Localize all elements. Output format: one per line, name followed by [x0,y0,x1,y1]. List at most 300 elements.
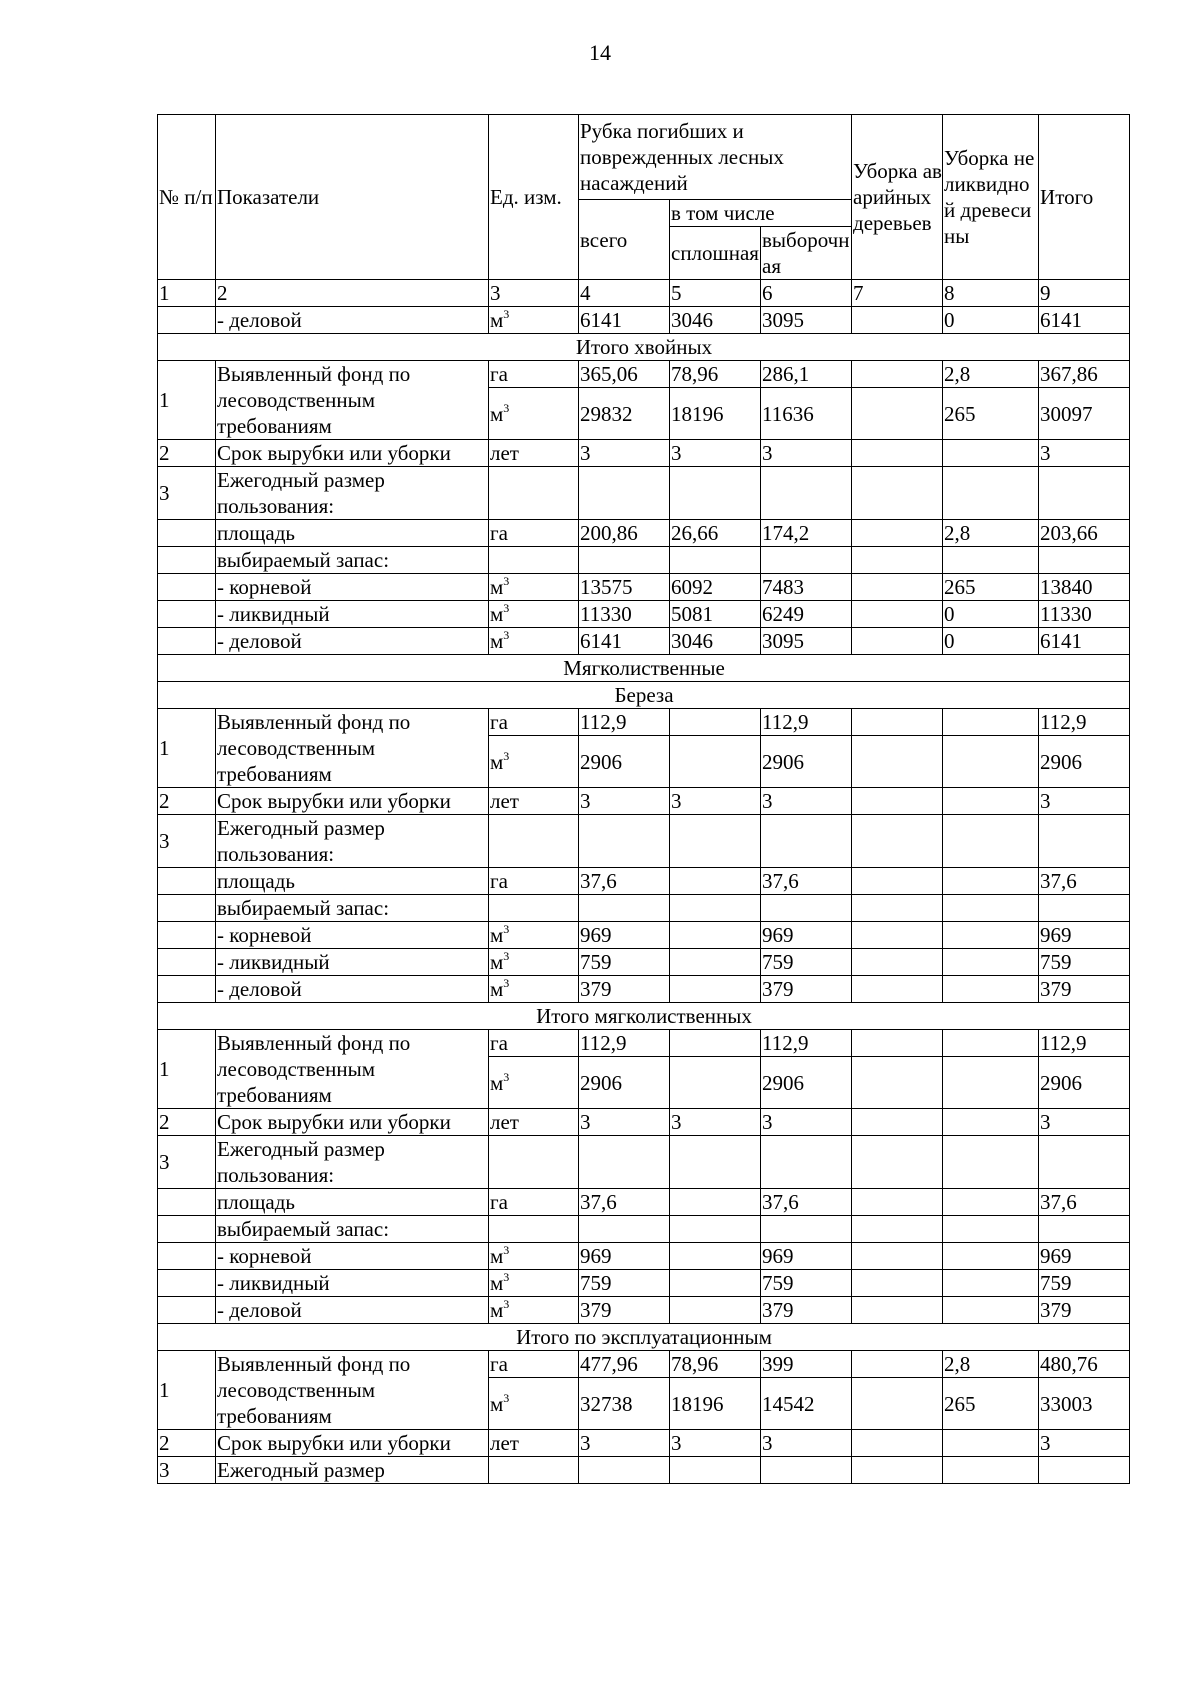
unit-cell: $м^3$ [489,1057,579,1109]
value-cell: 112,9 [579,1030,670,1057]
value-cell: 3046 [670,307,761,334]
unit-exponent: 3 [503,1069,510,1084]
table-row [158,1189,1130,1216]
value-cell [852,1216,943,1243]
value-cell: 3 [761,440,852,467]
value-cell [943,1457,1039,1484]
column-number: 8 [943,280,1039,307]
value-cell: 969 [1039,1243,1130,1270]
value-cell: 365,06 [579,361,670,388]
value-cell: 759 [579,949,670,976]
value-cell [852,547,943,574]
value-cell [670,1216,761,1243]
unit-cell: $м^3$ [489,949,579,976]
value-cell [670,1297,761,1324]
value-cell [852,307,943,334]
unit-cell: лет [489,788,579,815]
value-cell: 14542 [761,1378,852,1430]
value-cell: 379 [579,976,670,1003]
value-cell [943,1243,1039,1270]
row-number: 1 [158,361,216,440]
indicator-cell: Выявленный фонд по лесоводственным требованиям [216,1030,489,1109]
value-cell [761,1136,852,1189]
value-cell: 29832 [579,388,670,440]
value-cell [943,467,1039,520]
value-cell: 13575 [579,574,670,601]
row-number [158,1270,216,1297]
value-cell [852,1430,943,1457]
value-cell: 759 [761,949,852,976]
unit-exponent: 3 [503,1243,510,1257]
value-cell: 3 [1039,440,1130,467]
header-total: всего [579,200,670,280]
unit-cell: га [489,709,579,736]
section-title: Мягколиственные [158,655,1130,682]
table-row [158,949,1130,976]
unit-cell: $м^3$ [489,736,579,788]
value-cell [852,922,943,949]
value-cell: 112,9 [761,709,852,736]
forest-use-table [157,114,1130,1484]
value-cell: 379 [579,1297,670,1324]
row-number [158,520,216,547]
value-cell: 265 [943,388,1039,440]
value-cell: 265 [943,574,1039,601]
value-cell [670,868,761,895]
unit-cell [489,1457,579,1484]
indicator-cell: - деловой [216,976,489,1003]
value-cell: 969 [579,1243,670,1270]
table-row [158,1457,1130,1484]
unit-exponent: 3 [503,1270,510,1284]
row-number [158,574,216,601]
value-cell [943,1430,1039,1457]
value-cell [852,815,943,868]
indicator-cell: площадь [216,868,489,895]
value-cell: 759 [579,1270,670,1297]
value-cell: 6141 [579,307,670,334]
row-number [158,949,216,976]
unit-cell: га [489,1351,579,1378]
value-cell [852,976,943,1003]
row-number [158,1243,216,1270]
value-cell [943,1136,1039,1189]
value-cell: 3 [579,1109,670,1136]
indicator-cell: - ликвидный [216,1270,489,1297]
indicator-cell: - корневой [216,1243,489,1270]
value-cell [943,1189,1039,1216]
row-number [158,307,216,334]
value-cell [579,467,670,520]
value-cell: 0 [943,601,1039,628]
unit-exponent: 3 [503,574,510,588]
value-cell: 30097 [1039,388,1130,440]
unit-cell: $м^3$ [489,307,579,334]
unit-exponent: 3 [503,307,510,321]
value-cell: 3 [761,1109,852,1136]
row-number [158,868,216,895]
value-cell: 6141 [1039,628,1130,655]
indicator-cell: Ежегодный размер пользования: [216,1136,489,1189]
value-cell: 3 [579,788,670,815]
section-title-row [158,1324,1130,1351]
value-cell [761,467,852,520]
table-row [158,574,1130,601]
header-unit: Ед. изм. [489,115,579,280]
value-cell [1039,1216,1130,1243]
unit-exponent: 3 [503,400,510,415]
value-cell: 286,1 [761,361,852,388]
row-number: 2 [158,1109,216,1136]
table-row [158,976,1130,1003]
unit-cell: $м^3$ [489,601,579,628]
unit-cell: $м^3$ [489,1243,579,1270]
table-row [158,440,1130,467]
value-cell: 969 [579,922,670,949]
value-cell [670,949,761,976]
value-cell [852,520,943,547]
value-cell: 969 [761,922,852,949]
unit-cell [489,547,579,574]
row-number [158,1189,216,1216]
value-cell: 203,66 [1039,520,1130,547]
unit-cell: $м^3$ [489,1297,579,1324]
indicator-cell: Срок вырубки или уборки [216,788,489,815]
value-cell [852,1136,943,1189]
section-title: Итого хвойных [158,334,1130,361]
column-number: 9 [1039,280,1130,307]
value-cell: 3 [1039,788,1130,815]
value-cell: 399 [761,1351,852,1378]
section-title-row [158,334,1130,361]
value-cell [579,547,670,574]
value-cell [852,1457,943,1484]
row-number [158,628,216,655]
value-cell [579,815,670,868]
value-cell [943,547,1039,574]
unit-exponent: 3 [503,748,510,763]
table-row [158,601,1130,628]
row-number: 1 [158,709,216,788]
unit-exponent: 3 [503,1390,510,1405]
value-cell [579,895,670,922]
value-cell: 11330 [579,601,670,628]
row-number: 3 [158,467,216,520]
unit-exponent: 3 [503,922,510,936]
column-number: 5 [670,280,761,307]
value-cell [852,1243,943,1270]
value-cell: 0 [943,628,1039,655]
header-clear: сплошная [670,227,761,280]
unit-exponent: 3 [503,601,510,615]
value-cell [943,709,1039,736]
value-cell: 37,6 [761,868,852,895]
indicator-cell: - деловой [216,1297,489,1324]
column-number: 6 [761,280,852,307]
value-cell: 477,96 [579,1351,670,1378]
indicator-cell: Выявленный фонд по лесоводственным требованиям [216,361,489,440]
value-cell [761,1216,852,1243]
value-cell: 3 [670,788,761,815]
value-cell: 0 [943,307,1039,334]
value-cell [852,709,943,736]
header-illiquid: Уборка неликвидной древесины [943,115,1039,280]
indicator-cell: Ежегодный размер пользования: [216,815,489,868]
indicator-cell: - деловой [216,628,489,655]
row-number [158,976,216,1003]
column-number: 2 [216,280,489,307]
row-number [158,922,216,949]
value-cell: 3 [579,440,670,467]
value-cell: 6141 [579,628,670,655]
value-cell: 37,6 [579,1189,670,1216]
value-cell: 367,86 [1039,361,1130,388]
value-cell [1039,815,1130,868]
value-cell [670,1243,761,1270]
row-number: 3 [158,1457,216,1484]
value-cell [579,1216,670,1243]
value-cell [943,895,1039,922]
value-cell: 379 [761,1297,852,1324]
value-cell [579,1136,670,1189]
value-cell: 480,76 [1039,1351,1130,1378]
value-cell [852,1378,943,1430]
value-cell [852,736,943,788]
table-row [158,815,1130,868]
value-cell: 3 [761,788,852,815]
section-title-row [158,655,1130,682]
header-num: № п/п [158,115,216,280]
value-cell [670,815,761,868]
value-cell: 2906 [1039,736,1130,788]
value-cell: 2906 [579,1057,670,1109]
value-cell [852,1297,943,1324]
table-row [158,520,1130,547]
indicator-cell: Ежегодный размер пользования: [216,467,489,520]
value-cell: 6249 [761,601,852,628]
page-number: 14 [589,40,611,65]
indicator-cell: Выявленный фонд по лесоводственным требованиям [216,1351,489,1430]
value-cell [943,1216,1039,1243]
column-number-row [158,280,1130,307]
value-cell: 18196 [670,388,761,440]
header-indicator: Показатели [216,115,489,280]
value-cell: 37,6 [761,1189,852,1216]
value-cell: 3 [1039,1109,1130,1136]
row-number: 2 [158,440,216,467]
value-cell [943,1109,1039,1136]
value-cell: 2906 [761,736,852,788]
value-cell [670,709,761,736]
row-number: 1 [158,1351,216,1430]
indicator-cell: выбираемый запас: [216,1216,489,1243]
value-cell: 26,66 [670,520,761,547]
value-cell [670,1189,761,1216]
value-cell [852,1030,943,1057]
value-cell [852,388,943,440]
value-cell [761,895,852,922]
row-number: 2 [158,788,216,815]
section-title: Итого мягколиственных [158,1003,1130,1030]
column-number: 3 [489,280,579,307]
value-cell [670,895,761,922]
row-number: 3 [158,1136,216,1189]
unit-cell: га [489,1189,579,1216]
table-row [158,1243,1130,1270]
value-cell: 3 [579,1430,670,1457]
unit-cell: $м^3$ [489,388,579,440]
value-cell [852,1270,943,1297]
value-cell: 3 [670,440,761,467]
value-cell [1039,1457,1130,1484]
indicator-cell: выбираемый запас: [216,895,489,922]
unit-cell: $м^3$ [489,1270,579,1297]
table-row [158,1216,1130,1243]
value-cell: 6092 [670,574,761,601]
table-row [158,307,1130,334]
value-cell [761,815,852,868]
unit-exponent: 3 [503,1297,510,1311]
value-cell: 379 [761,976,852,1003]
value-cell [670,976,761,1003]
value-cell [852,1109,943,1136]
value-cell [1039,467,1130,520]
section-title: Береза [158,682,1130,709]
value-cell: 3 [670,1109,761,1136]
column-number: 4 [579,280,670,307]
indicator-cell: - корневой [216,922,489,949]
indicator-cell: площадь [216,520,489,547]
unit-cell: га [489,361,579,388]
value-cell [943,1270,1039,1297]
value-cell: 200,86 [579,520,670,547]
value-cell [852,895,943,922]
value-cell [943,922,1039,949]
value-cell [943,788,1039,815]
value-cell: 37,6 [579,868,670,895]
value-cell: 78,96 [670,1351,761,1378]
unit-cell [489,895,579,922]
value-cell: 112,9 [1039,709,1130,736]
unit-cell: лет [489,1430,579,1457]
unit-cell [489,467,579,520]
unit-cell: $м^3$ [489,574,579,601]
unit-cell: $м^3$ [489,922,579,949]
value-cell: 3 [761,1430,852,1457]
header-selective: выборочная [761,227,852,280]
unit-cell: $м^3$ [489,628,579,655]
table-row [158,1270,1130,1297]
table-row [158,922,1130,949]
unit-cell [489,1216,579,1243]
value-cell [943,815,1039,868]
unit-exponent: 3 [503,976,510,990]
value-cell [943,976,1039,1003]
indicator-cell: Срок вырубки или уборки [216,440,489,467]
row-number: 1 [158,1030,216,1109]
row-number [158,547,216,574]
value-cell: 37,6 [1039,868,1130,895]
value-cell: 174,2 [761,520,852,547]
unit-cell: лет [489,1109,579,1136]
table-row [158,1030,1130,1057]
value-cell: 969 [1039,922,1130,949]
row-number [158,895,216,922]
table-row [158,361,1130,388]
value-cell: 2906 [579,736,670,788]
indicator-cell: выбираемый запас: [216,547,489,574]
row-number: 3 [158,815,216,868]
value-cell [852,1189,943,1216]
unit-cell: га [489,868,579,895]
value-cell: 112,9 [761,1030,852,1057]
table-row [158,1136,1130,1189]
table-row [158,467,1130,520]
value-cell [670,1457,761,1484]
value-cell [852,1057,943,1109]
value-cell [852,788,943,815]
value-cell [943,1030,1039,1057]
value-cell: 3046 [670,628,761,655]
unit-cell: $м^3$ [489,976,579,1003]
table-row [158,868,1130,895]
table-row [158,788,1130,815]
value-cell: 3095 [761,307,852,334]
value-cell [670,922,761,949]
unit-cell [489,1136,579,1189]
value-cell: 13840 [1039,574,1130,601]
table-row [158,1351,1130,1378]
value-cell [943,1057,1039,1109]
table-row [158,709,1130,736]
unit-cell [489,815,579,868]
indicator-cell: Срок вырубки или уборки [216,1430,489,1457]
value-cell: 759 [761,1270,852,1297]
value-cell [852,601,943,628]
table-row [158,1297,1130,1324]
value-cell: 265 [943,1378,1039,1430]
value-cell [1039,1136,1130,1189]
unit-exponent: 3 [503,949,510,963]
table-row [158,1430,1130,1457]
value-cell [670,1030,761,1057]
value-cell: 379 [1039,1297,1130,1324]
indicator-cell: Срок вырубки или уборки [216,1109,489,1136]
value-cell [670,736,761,788]
value-cell: 11636 [761,388,852,440]
value-cell: 33003 [1039,1378,1130,1430]
value-cell: 759 [1039,949,1130,976]
section-title-row [158,682,1130,709]
indicator-cell: - деловой [216,307,489,334]
unit-exponent: 3 [503,628,510,642]
section-title-row [158,1003,1130,1030]
row-number [158,1216,216,1243]
value-cell: 32738 [579,1378,670,1430]
value-cell: 6141 [1039,307,1130,334]
value-cell [670,467,761,520]
indicator-cell: Ежегодный размер [216,1457,489,1484]
value-cell: 7483 [761,574,852,601]
value-cell [943,1297,1039,1324]
column-number: 1 [158,280,216,307]
unit-cell: лет [489,440,579,467]
unit-cell: $м^3$ [489,1378,579,1430]
value-cell [670,1270,761,1297]
value-cell [1039,895,1130,922]
table-row [158,1109,1130,1136]
section-title: Итого по эксплуатационным [158,1324,1130,1351]
